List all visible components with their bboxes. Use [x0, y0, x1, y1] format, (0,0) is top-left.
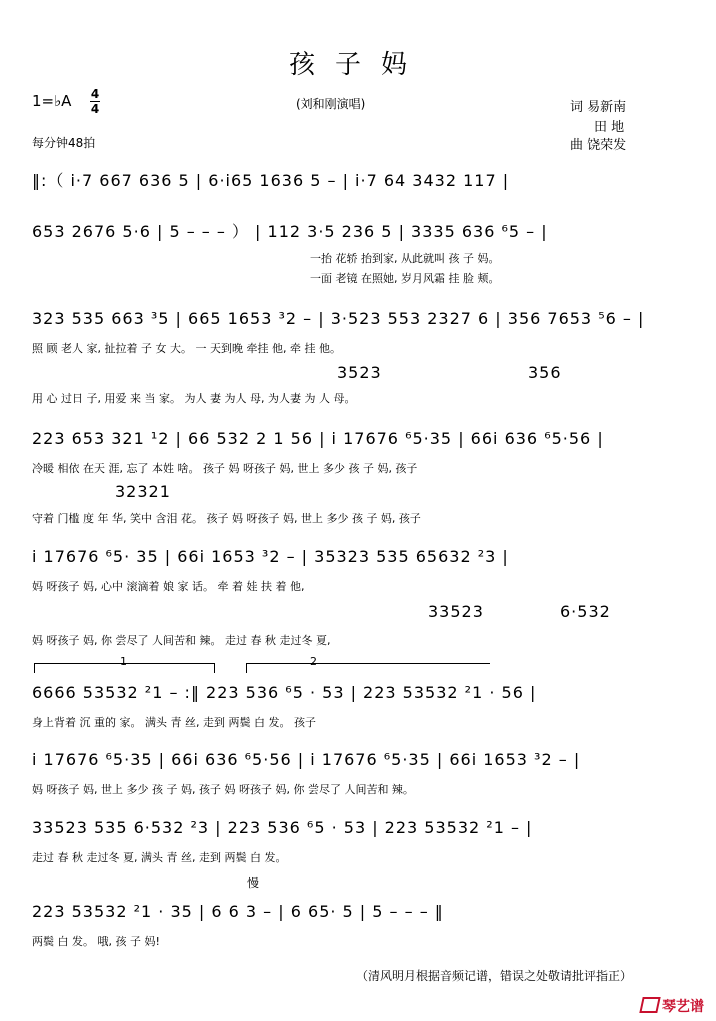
- lyric-line: 走过 春 秋 走过冬 夏, 满头 青 丝, 走到 两鬓 白 发。: [32, 851, 287, 864]
- score-system-3: 323 535 663 ³5 | 665 1653 ³2 – | 3·523 553 2327 6 | 356 7653 ⁵6 – |: [32, 309, 645, 328]
- score-system-4: 223 653 321 ¹2 | 66 532 2 1 56 | i 17676 ⁶5·35 | 66i 636 ⁶5·56 |: [32, 429, 604, 448]
- variant-notes: 33523: [428, 602, 484, 621]
- variant-notes: 6·532: [560, 602, 611, 621]
- score-system-9: 223 53532 ²1 · 35 | 6 6 3 – | 6 65· 5 | 5 – – – ‖: [32, 902, 444, 921]
- lyric-line: 妈 呀孩子 妈, 心中 滚滴着 娘 家 话。 牵 着 娃 扶 着 他,: [32, 580, 305, 593]
- lyric-line: 身上背着 沉 重的 家。 满头 青 丝, 走到 两鬓 白 发。 孩子: [32, 716, 316, 729]
- site-logo[interactable]: [641, 996, 704, 1016]
- meter-bottom: 4: [90, 102, 100, 116]
- variant-notes: 3523: [337, 363, 382, 382]
- composer-credit: 曲 饶荣发: [570, 138, 627, 153]
- page-title: 孩子妈: [288, 50, 427, 80]
- lyric-line: 守着 门槛 度 年 华, 笑中 含泪 花。 孩子 妈 呀孩子 妈, 世上 多少 孩 子 妈, 孩子: [32, 512, 421, 525]
- volta-number-2: 2: [310, 655, 317, 668]
- key-signature: 1=♭A: [32, 92, 72, 110]
- score-system-2: 653 2676 5·6 | 5 – – – ） | 112 3·5 236 5 | 3335 636 ⁶5 – |: [32, 222, 548, 241]
- volta-number-1: 1: [120, 655, 127, 668]
- lyric-line: 妈 呀孩子 妈, 世上 多少 孩 子 妈, 孩子 妈 呀孩子 妈, 你 尝尽了 人间苦和 辣。: [32, 783, 414, 796]
- score-system-8: 33523 535 6·532 ²3 | 223 536 ⁶5 · 53 | 223 53532 ²1 – |: [32, 818, 533, 837]
- lyric-line: 一面 老镜 在照她, 岁月风霜 挂 脸 颊。: [310, 272, 500, 285]
- lyric-line: 照 顾 老人 家, 扯拉着 子 女 大。 一 天到晚 牵挂 他, 牵 挂 他。: [32, 342, 341, 355]
- transcriber-note: （清风明月根据音频记谱，错误之处敬请批评指正）: [355, 969, 632, 983]
- score-system-5: i 17676 ⁶5· 35 | 66i 1653 ³2 – | 35323 535 65632 ²3 |: [32, 547, 509, 566]
- volta-bracket-2: [246, 663, 490, 664]
- lyricist-credit: 词 易新南: [570, 100, 627, 115]
- lyric-line: 妈 呀孩子 妈, 你 尝尽了 人间苦和 辣。 走过 春 秋 走过冬 夏,: [32, 634, 331, 647]
- lyricist2-credit: 田 地: [594, 120, 625, 135]
- meter-top: 4: [90, 87, 100, 101]
- score-system-7: i 17676 ⁶5·35 | 66i 636 ⁶5·56 | i 17676 ⁶5·35 | 66i 1653 ³2 – |: [32, 750, 581, 769]
- logo-text: 琴艺谱: [662, 999, 704, 1015]
- score-system-6: 6666 53532 ²1 – :‖ 223 536 ⁶5 · 53 | 223 53532 ²1 · 56 |: [32, 683, 537, 702]
- score-system-1: ‖:（ i·7 667 636 5 | 6·i65 1636 5 – | i·7 64 3432 117 |: [32, 171, 510, 190]
- tempo-marking: 每分钟48拍: [32, 136, 96, 150]
- lyric-line: 一抬 花轿 抬到家, 从此就叫 孩 子 妈。: [310, 252, 500, 265]
- variant-notes: 32321: [115, 482, 171, 501]
- lyric-line: 冷暖 相依 在天 涯, 忘了 本姓 啥。 孩子 妈 呀孩子 妈, 世上 多少 孩 子 妈, 孩子: [32, 462, 418, 475]
- variant-notes: 356: [528, 363, 562, 382]
- time-signature: [90, 88, 100, 115]
- lyric-line: 用 心 过日 子, 用爱 来 当 家。 为人 妻 为人 母, 为人妻 为 人 母。: [32, 392, 356, 405]
- singer-credit: (刘和刚演唱): [296, 97, 366, 111]
- tempo-mark-slow: 慢: [247, 876, 260, 890]
- lyric-line: 两鬓 白 发。 哦, 孩 子 妈!: [32, 935, 160, 948]
- logo-icon: [639, 997, 660, 1013]
